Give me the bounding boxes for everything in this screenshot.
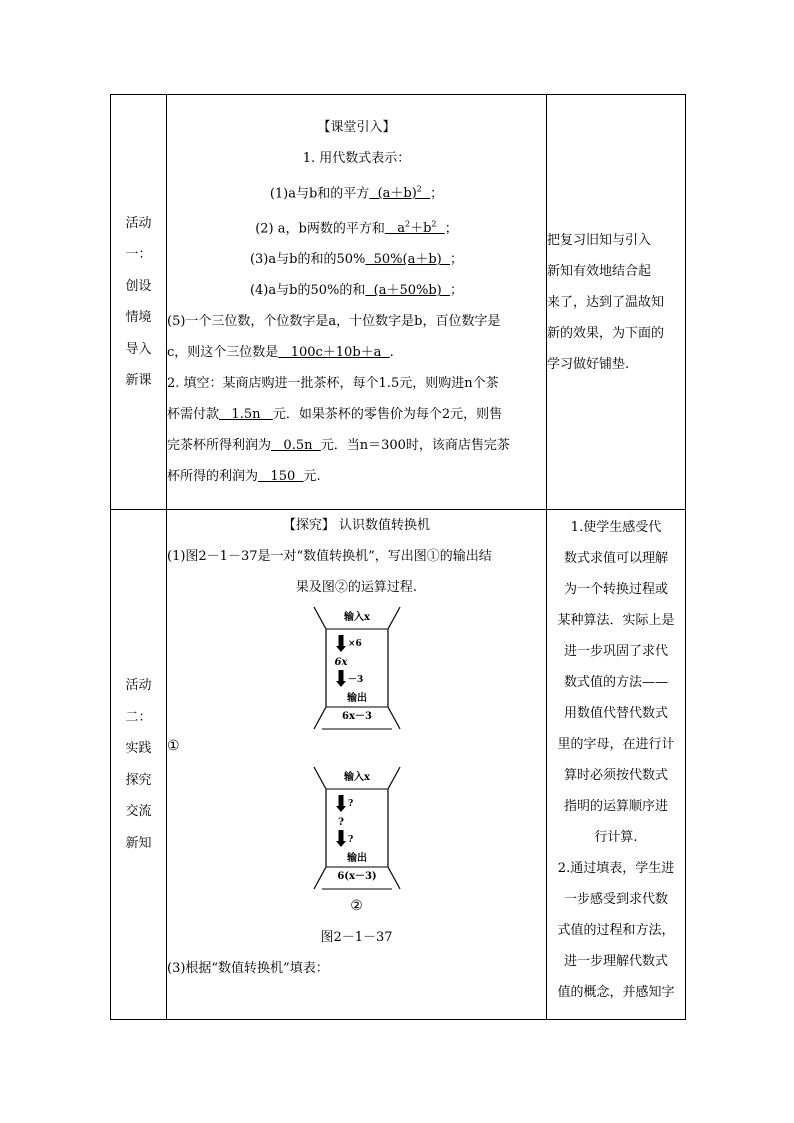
answer-blank: 0.5n <box>283 438 313 454</box>
down-arrow-icon <box>336 635 346 652</box>
activity1-row <box>111 95 686 510</box>
note-line: 进一步巩固了求代 <box>563 644 668 659</box>
figure-caption: 图2－1－37 <box>320 930 393 945</box>
note-line: 里的字母，在进行计 <box>557 737 675 752</box>
answer-blank: 50%(a＋b) <box>373 252 442 268</box>
answer-blank: 100c＋10b＋a <box>290 345 382 361</box>
machine-intermediate: 6x <box>334 657 347 668</box>
item-5-line-1: (5)一个三位数，个位数字是a，十位数字是b，百位数字是 <box>167 314 501 330</box>
activity1-name-line: 活动 <box>125 215 152 231</box>
note-line: 某种算法．实际上是 <box>557 613 675 628</box>
machine-output: 6x－3 <box>341 711 372 722</box>
activity1-name-line: 导入 <box>125 341 152 357</box>
question-2-line-3: 完茶杯所得利润为 0.5n 元．当n＝300时，该商店售完茶 <box>167 438 510 454</box>
conversion-machine-2 <box>312 765 402 891</box>
answer-blank: $a^2+b^2$ <box>397 220 437 237</box>
down-arrow-icon <box>336 795 346 812</box>
figure-mark-2: ② <box>350 898 363 914</box>
explore-heading: 【探究】 认识数值转换机 <box>282 518 431 533</box>
activity1-name-line: 新课 <box>125 373 152 388</box>
lesson-table <box>110 94 686 1020</box>
conversion-machine-1 <box>312 605 402 731</box>
activity2-content <box>167 510 547 1020</box>
note-line: 数式求值可以理解 <box>563 551 668 566</box>
item-2: (2) a，b两数的平方和 $a^2+b^2$ ； <box>255 220 458 237</box>
item-3: (3)a与b的和的50% 50%(a＋b) ； <box>249 252 464 268</box>
item-1: (1)a与b和的平方 $(a+b)^2$ ； <box>269 184 444 201</box>
down-arrow-icon <box>336 830 346 847</box>
machine-op-1: ? <box>347 799 353 809</box>
activity2-name-line: 探究 <box>125 772 152 788</box>
note-line: 行计算. <box>594 830 638 845</box>
item-5-line-2: c，则这个三位数是 100c＋10b＋a . <box>167 345 394 361</box>
activity1-name-line: 一： <box>125 247 152 262</box>
down-arrow-icon <box>336 670 346 687</box>
activity1-content <box>167 95 547 510</box>
machine-output-label: 输出 <box>346 693 367 704</box>
machine-op-1: ×6 <box>347 639 362 649</box>
question-1: 1. 用代数式表示： <box>302 150 411 166</box>
answer-blank: (a＋50%b) <box>373 283 442 299</box>
activity2-name-line: 二： <box>125 709 152 725</box>
section-heading: 【课堂引入】 <box>317 119 396 135</box>
figure-mark-1: ① <box>167 738 180 754</box>
machine-op-2: ? <box>347 835 353 845</box>
note-line: 把复习旧知与引入 <box>547 232 652 248</box>
note-line: 2.通过填表，学生进 <box>557 861 675 876</box>
answer-blank: 150 <box>270 469 296 485</box>
machine-input: 输入x <box>343 612 370 623</box>
machine-output-label: 输出 <box>346 853 367 864</box>
part-1-line-1: (1)图2－1－37是一对“数值转换机”，写出图①的输出结 <box>167 549 492 564</box>
answer-blank: $(a+b)^2$ <box>377 184 422 201</box>
activity1-name <box>111 95 167 510</box>
part-3: (3)根据“数值转换机”填表： <box>167 961 329 976</box>
note-line: 进一步理解代数式 <box>563 954 668 969</box>
note-line: 新知有效地结合起 <box>547 263 652 279</box>
activity2-name-line: 交流 <box>125 804 152 819</box>
note-line: 为一个转换过程或 <box>563 582 668 597</box>
note-line: 指明的运算顺序进 <box>563 799 668 814</box>
activity1-note <box>547 95 686 510</box>
note-line: 算时必须按代数式 <box>563 768 668 783</box>
machine-input: 输入x <box>343 772 370 783</box>
activity2-note <box>547 510 686 1020</box>
activity2-name-line: 实践 <box>125 741 152 756</box>
activity1-name-line: 情境 <box>125 310 152 325</box>
note-line: 新的效果，为下面的 <box>547 325 665 341</box>
activity2-name-line: 活动 <box>125 678 152 693</box>
note-line: 一步感受到求代数 <box>563 892 668 907</box>
note-line: 用数值代替代数式 <box>563 706 668 721</box>
question-2-line-1: 2. 填空：某商店购进一批茶杯，每个1.5元，则购进n个茶 <box>167 376 499 392</box>
item-4: (4)a与b的50%的和 (a＋50%b) ； <box>249 283 464 299</box>
activity2-name-line: 新知 <box>125 835 152 851</box>
answer-blank: 1.5n <box>231 407 261 423</box>
machine-intermediate: ? <box>337 817 344 828</box>
note-line: 式值的过程和方法， <box>557 923 675 938</box>
note-line: 来了，达到了温故知 <box>547 294 665 310</box>
question-2-line-2: 杯需付款 1.5n 元．如果茶杯的零售价为每个2元，则售 <box>167 407 503 423</box>
part-1-line-2: 果及图②的运算过程. <box>295 580 418 595</box>
machine-output: 6(x－3) <box>336 871 377 882</box>
machine-op-2: －3 <box>347 675 363 685</box>
activity1-name-line: 创设 <box>125 278 152 294</box>
activity2-name <box>111 510 167 1020</box>
question-2-line-4: 杯所得的利润为 150 元. <box>167 469 321 485</box>
activity2-row <box>111 510 686 1020</box>
note-line: 学习做好铺垫. <box>547 356 630 372</box>
note-line: 值的概念，并感知字 <box>557 985 675 1000</box>
note-line: 1.使学生感受代 <box>570 520 662 535</box>
note-line: 数式值的方法—— <box>563 675 668 690</box>
